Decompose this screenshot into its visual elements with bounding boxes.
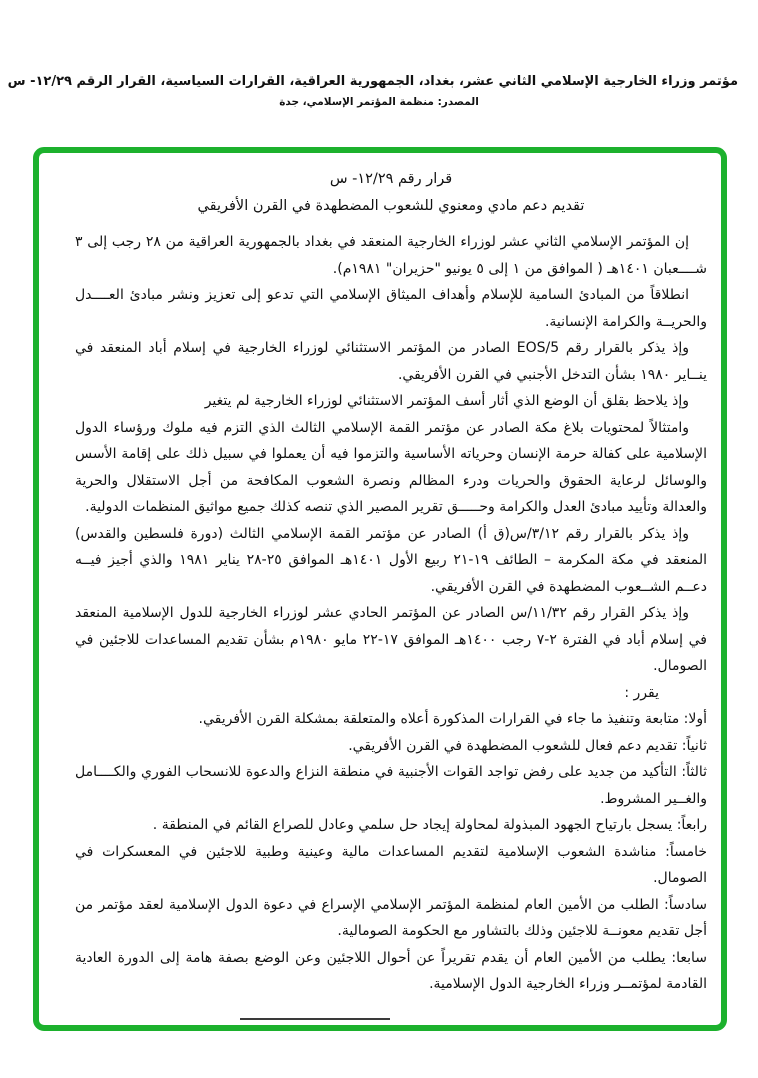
header-source: المصدر: منظمة المؤتمر الإسلامي، جدة xyxy=(279,96,479,108)
decides-label: يقرر : xyxy=(624,684,659,701)
preamble-paragraph: وإذ يذكر بالقرار رقم ٣/١٢/س(ق أ) الصادر عن مؤتمر القمة الإسلامي الثالث (دورة فلسطين والقدس) المنعقد في مكة المكرمة – الطائف ١٩-٢١ ربيع الأول ١٤٠١هـ الموافق ٢٥-٢٨ يناير ١٩٨١ والذي أجيز فيــه دعــم الشــعوب المضطهدة في القرن الأفريقي. xyxy=(75,525,707,595)
clause-paragraph: ثانياً: تقديم دعم فعال للشعوب المضطهدة في القرن الأفريقي. xyxy=(348,737,707,754)
clause-paragraph: خامساً: مناشدة الشعوب الإسلامية لتقديم المساعدات مالية وعينية وطبية للاجئين في المعسكرات في الصومال. xyxy=(75,843,707,886)
preamble-paragraph: إن المؤتمر الإسلامي الثاني عشر لوزراء الخارجية المنعقد في بغداد بالجمهورية العراقية من ٢٨ رجب إلى ٣ شــــعبان ١٤٠١هـ ( الموافق من ١ إلى ٥ يونيو "حزيران" ١٩٨١م). xyxy=(75,234,707,277)
resolution-body xyxy=(75,166,707,1020)
clause-paragraph: أولا: متابعة وتنفيذ ما جاء في القرارات المذكورة أعلاه والمتعلقة بمشكلة القرن الأفريقي. xyxy=(198,711,707,727)
preamble-paragraph: انطلاقاً من المبادئ السامية للإسلام وأهداف الميثاق الإسلامي التي تدعو إلى تعزيز ونشر مبادئ العــــدل والحريــة والكرامة الإنسانية. xyxy=(75,287,707,330)
document-header xyxy=(7,74,738,108)
preamble-paragraph: وامتثالاً لمحتويات بلاغ مكة الصادر عن مؤتمر القمة الإسلامي الثالث الذي التزم فيه ملوك ورؤساء الدول الإسلامية على كفالة حرمة الإنسان وحرياته الأساسية والتزموا فيه أن يعملوا في سبيل ذلك على إقامة الأسس والوسائل لرعاية الحقوق والحريات ودرء المظالم ونصرة الشعوب المكافحة من أجل الاستقلال والحرية والعدالة وتأييد مبادئ العدل والكرامة وحـــــق تقرير المصير الذي تنصه كذلك جميع مواثيق المنظمات الدولية. xyxy=(75,419,707,515)
header-title: مؤتمر وزراء الخارجية الإسلامي الثاني عشر، بغداد، الجمهورية العراقية، القرارات السياسية، القرار الرقم ١٢/٢٩- س xyxy=(7,74,738,89)
preamble-paragraph: وإذ يذكر بالقرار رقم 5/EOS الصادر من المؤتمر الاستثنائي لوزراء الخارجية في إسلام أباد المنعقد في ينــاير ١٩٨٠ بشأن التدخل الأجنبي في القرن الأفريقي. xyxy=(75,340,707,383)
preamble-paragraph: وإذ يلاحظ بقلق أن الوضع الذي أثار أسف المؤتمر الاستثنائي لوزراء الخارجية لم يتغير xyxy=(204,393,689,409)
resolution-text xyxy=(75,229,707,998)
footer-divider-line xyxy=(240,1018,390,1020)
resolution-subject-title: تقديم دعم مادي ومعنوي للشعوب المضطهدة في القرن الأفريقي xyxy=(197,198,585,214)
clause-paragraph: سابعا: يطلب من الأمين العام أن يقدم تقريراً عن أحوال اللاجئين وعن الوضع بصفة هامة إلى الدورة العادية القادمة لمؤتمــر وزراء الخارجية الدول الإسلامية. xyxy=(75,949,707,992)
preamble-paragraph: وإذ يذكر القرار رقم ١١/٣٢/س الصادر عن المؤتمر الحادي عشر لوزراء الخارجية للدول الإسلامية المنعقد في إسلام أباد في الفترة ٢-٧ رجب ١٤٠٠هـ الموافق ١٧-٢٢ مايو ١٩٨٠م بشأن تقديم المساعدات للاجئين في الصومال. xyxy=(75,605,707,674)
clause-paragraph: ثالثاً: التأكيد من جديد على رفض تواجد القوات الأجنبية في منطقة النزاع والدعوة للانسحاب الفوري والكــــامل والغــير المشروط. xyxy=(75,764,707,807)
resolution-number-title: قرار رقم ١٢/٢٩- س xyxy=(329,171,453,187)
clause-paragraph: سادساً: الطلب من الأمين العام لمنظمة المؤتمر الإسلامي الإسراع في دعوة الدول الإسلامية لعقد مؤتمر من أجل تقديم معونــة للاجئين وذلك بالتشاور مع الحكومة الصومالية. xyxy=(75,896,707,939)
clause-paragraph: رابعاً: يسجل بارتياح الجهود المبذولة لمحاولة إيجاد حل سلمي وعادل للصراع القائم في المنطقة . xyxy=(152,817,707,833)
